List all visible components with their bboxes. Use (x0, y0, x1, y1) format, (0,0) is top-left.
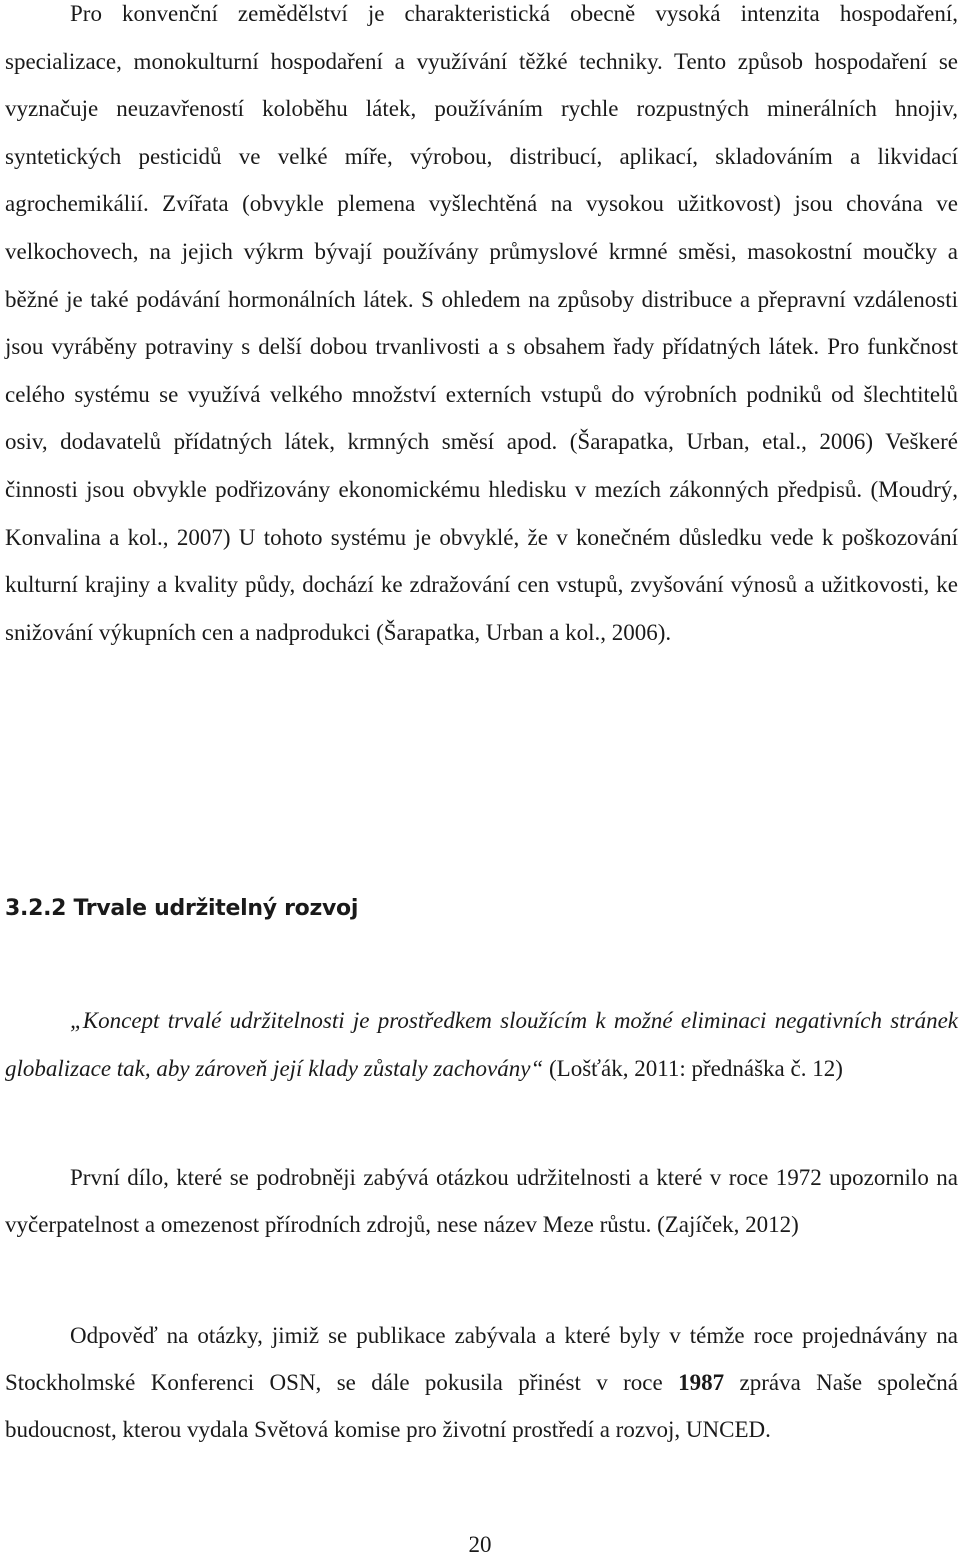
page-number: 20 (468, 1532, 492, 1557)
paragraph-response-before: Odpověď na otázky, jimiž se publikace zabývala a které byly v témže roce projednávány na Stockholmské Konferenci OSN, se dále pokusila přinést v roce (5, 1323, 958, 1395)
paragraph-response-after: zpráva Naše společná budoucnost, kterou vydala Světová komise pro životní prostředí a rozvoj, UNCED. (5, 1370, 958, 1442)
quote-citation: (Lošťák, 2011: přednáška č. 12) (543, 1055, 843, 1081)
paragraph-response (5, 1312, 958, 1453)
paragraph-first-work: První dílo, které se podrobněji zabývá otázkou udržitelnosti a které v roce 1972 upozornilo na vyčerpatelnost a omezenost přírodních zdrojů, nese název Meze růstu. (Zajíček, 2012) (5, 1165, 958, 1237)
quote-text: „Koncept trvalé udržitelnosti je prostředkem sloužícím k možné eliminaci negativních stránek globalizace tak, aby zároveň její klady zůstaly zachovány“ (5, 1008, 958, 1081)
section-heading: 3.2.2 Trvale udržitelný rozvoj (5, 896, 359, 921)
quote-paragraph (5, 997, 958, 1092)
paragraph-response-year: 1987 (678, 1370, 725, 1395)
paragraph-conventional-agriculture: Pro konvenční zemědělství je charakteristická obecně vysoká intenzita hospodaření, specializace, monokulturní hospodaření a využívání těžké techniky. Tento způsob hospodaření se vyznačuje neuzavřeností koloběhu látek, používáním rychle rozpustných minerálních hnojiv, syntetických pesticidů ve velké míře, výrobou, distribucí, aplikací, skladováním a likvidací agrochemikálií. Zvířata (obvykle plemena vyšlechtěná na vysokou užitkovost) jsou chována ve velkochovech, na jejich výkrm bývají používány průmyslové krmné směsi, masokostní moučky a běžné je také podávání hormonálních látek. S ohledem na způsoby distribuce a přepravní vzdálenosti jsou vyráběny potraviny s delší dobou trvanlivosti a s obsahem řady přídatných látek. Pro funkčnost celého systému se využívá velkého množství externích vstupů do výrobních podniků od šlechtitelů osiv, dodavatelů přídatných látek, krmných směsí apod. (Šarapatka, Urban, etal., 2006) Veškeré činnosti jsou obvykle podřizovány ekonomickému hledisku v mezích zákonných předpisů. (Moudrý, Konvalina a kol., 2007) U tohoto systému je obvyklé, že v konečném důsledku vede k poškozování kulturní krajiny a kvality půdy, dochází ke zdražování cen vstupů, zvyšování výnosů a užitkovosti, ke snižování výkupních cen a nadprodukci (Šarapatka, Urban a kol., 2006). (5, 1, 958, 645)
